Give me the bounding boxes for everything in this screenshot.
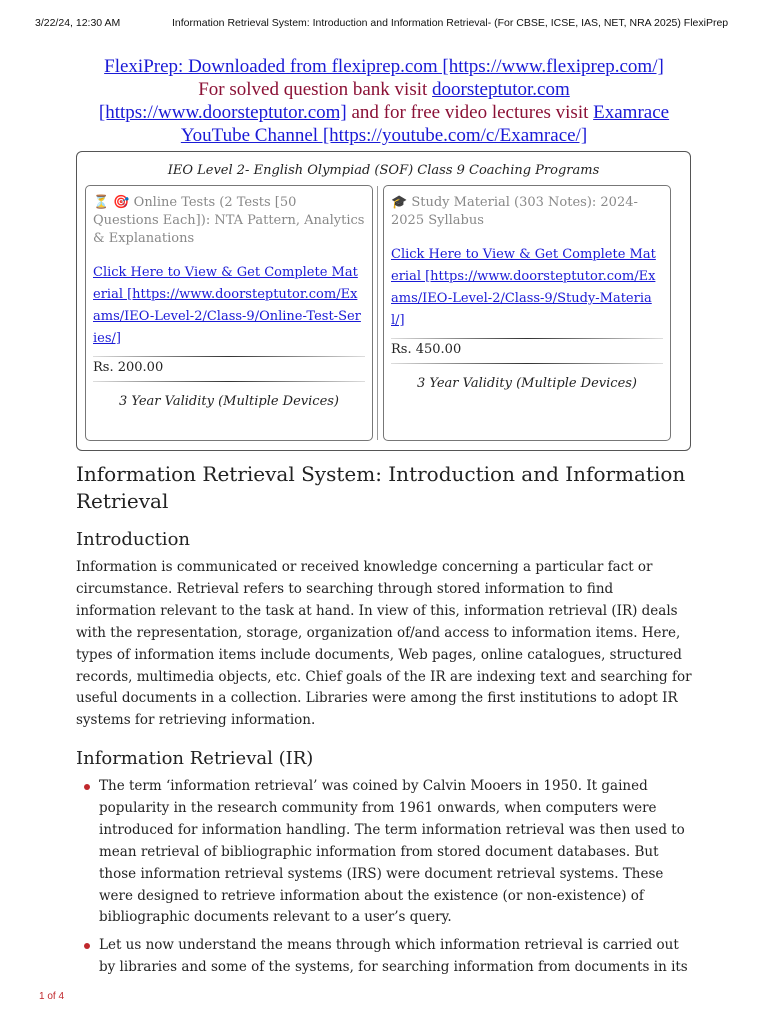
- card-title: [93, 194, 365, 248]
- validity: 3 Year Validity (Multiple Devices): [118, 394, 340, 409]
- list-item-text: The term ‘information retrieval’ was coined by Calvin Mooers in 1950. It gained popularity in the research community from 1961 onwards, when computers were introduced for information handling. The term information retrieval was then used to mean retrieval of bibliographic information from stored document databases. But those information retrieval systems (IRS) were document retrieval systems. These were designed to retrieve information about the existence (or non-existence) of bibliographic documents relevant to a user’s query.: [99, 778, 685, 926]
- youtube-link[interactable]: YouTube Channel [https://youtube.com/c/Examrace/]: [180, 125, 588, 146]
- ir-bullet-list: [76, 776, 696, 985]
- divider: [391, 338, 663, 339]
- examrace-link[interactable]: Examrace: [593, 102, 670, 123]
- list-item: [76, 776, 696, 929]
- promo-title: IEO Level 2- English Olympiad (SOF) Class 9 Coaching Programs: [167, 163, 600, 178]
- ir-heading: Information Retrieval (IR): [76, 748, 314, 769]
- divider: [93, 356, 365, 357]
- banner-text-2: and for free video lectures visit: [346, 102, 594, 123]
- graduation-cap-icon: 🎓: [391, 195, 408, 210]
- price: Rs. 450.00: [391, 342, 462, 357]
- list-item-text: Let us now understand the means through which information retrieval is carried out by libraries and some of the systems, for searching information from documents in its: [99, 937, 688, 976]
- doorsteptutor-url-link[interactable]: [https://www.doorsteptutor.com]: [98, 102, 347, 123]
- divider: [391, 363, 663, 364]
- promo-card-online-tests: [85, 185, 373, 441]
- study-material-link[interactable]: Click Here to View & Get Complete Material [https://www.doorsteptutor.com/Exams/IEO-Level-2/Class-9/Study-Material/]: [391, 247, 656, 328]
- article-title: Information Retrieval System: Introduction and Information Retrieval: [76, 462, 686, 513]
- bullet-icon: [84, 943, 90, 949]
- card-edge: [377, 186, 382, 440]
- flexiprep-link[interactable]: FlexiPrep: Downloaded from flexiprep.com [https://www.flexiprep.com/]: [104, 56, 664, 77]
- banner-text-1: For solved question bank visit: [198, 79, 433, 100]
- download-banner: [60, 55, 708, 147]
- print-datetime: 3/22/24, 12:30 AM: [35, 17, 121, 29]
- intro-heading: Introduction: [76, 529, 190, 550]
- doorsteptutor-link[interactable]: doorsteptutor.com: [432, 79, 570, 100]
- card-title-text: Study Material (303 Notes): 2024-2025 Syllabus: [391, 195, 638, 228]
- print-title: Information Retrieval System: Introduction and Information Retrieval- (For CBSE, ICSE, IAS, NET, NRA 2025) FlexiPrep: [172, 17, 729, 29]
- bullet-icon: [84, 784, 90, 790]
- page-number: 1 of 4: [39, 991, 65, 1002]
- online-tests-link[interactable]: Click Here to View & Get Complete Material [https://www.doorsteptutor.com/Exams/IEO-Level-2/Class-9/Online-Test-Series/]: [93, 265, 361, 346]
- promo-box: [76, 151, 691, 451]
- hourglass-target-icon: ⏳ 🎯: [93, 195, 130, 210]
- validity: 3 Year Validity (Multiple Devices): [416, 376, 638, 391]
- divider: [93, 381, 365, 382]
- card-title-text: Online Tests (2 Tests [50 Questions Each]): NTA Pattern, Analytics & Explanations: [93, 195, 365, 246]
- list-item: [76, 935, 696, 979]
- promo-card-study-material: [383, 185, 671, 441]
- card-title: [391, 194, 663, 230]
- intro-paragraph: Information is communicated or received knowledge concerning a particular fact or circumstance. Retrieval refers to searching through stored information to find information relevant to the task at hand. In view of this, information retrieval (IR) deals with the representation, storage, organization of/and access to information items. Here, types of information items include documents, Web pages, online catalogues, structured records, multimedia objects, etc. Chief goals of the IR are indexing text and searching for useful documents in a collection. Libraries were among the first institutions to adopt IR systems for retrieving information.: [76, 559, 692, 729]
- price: Rs. 200.00: [93, 360, 164, 375]
